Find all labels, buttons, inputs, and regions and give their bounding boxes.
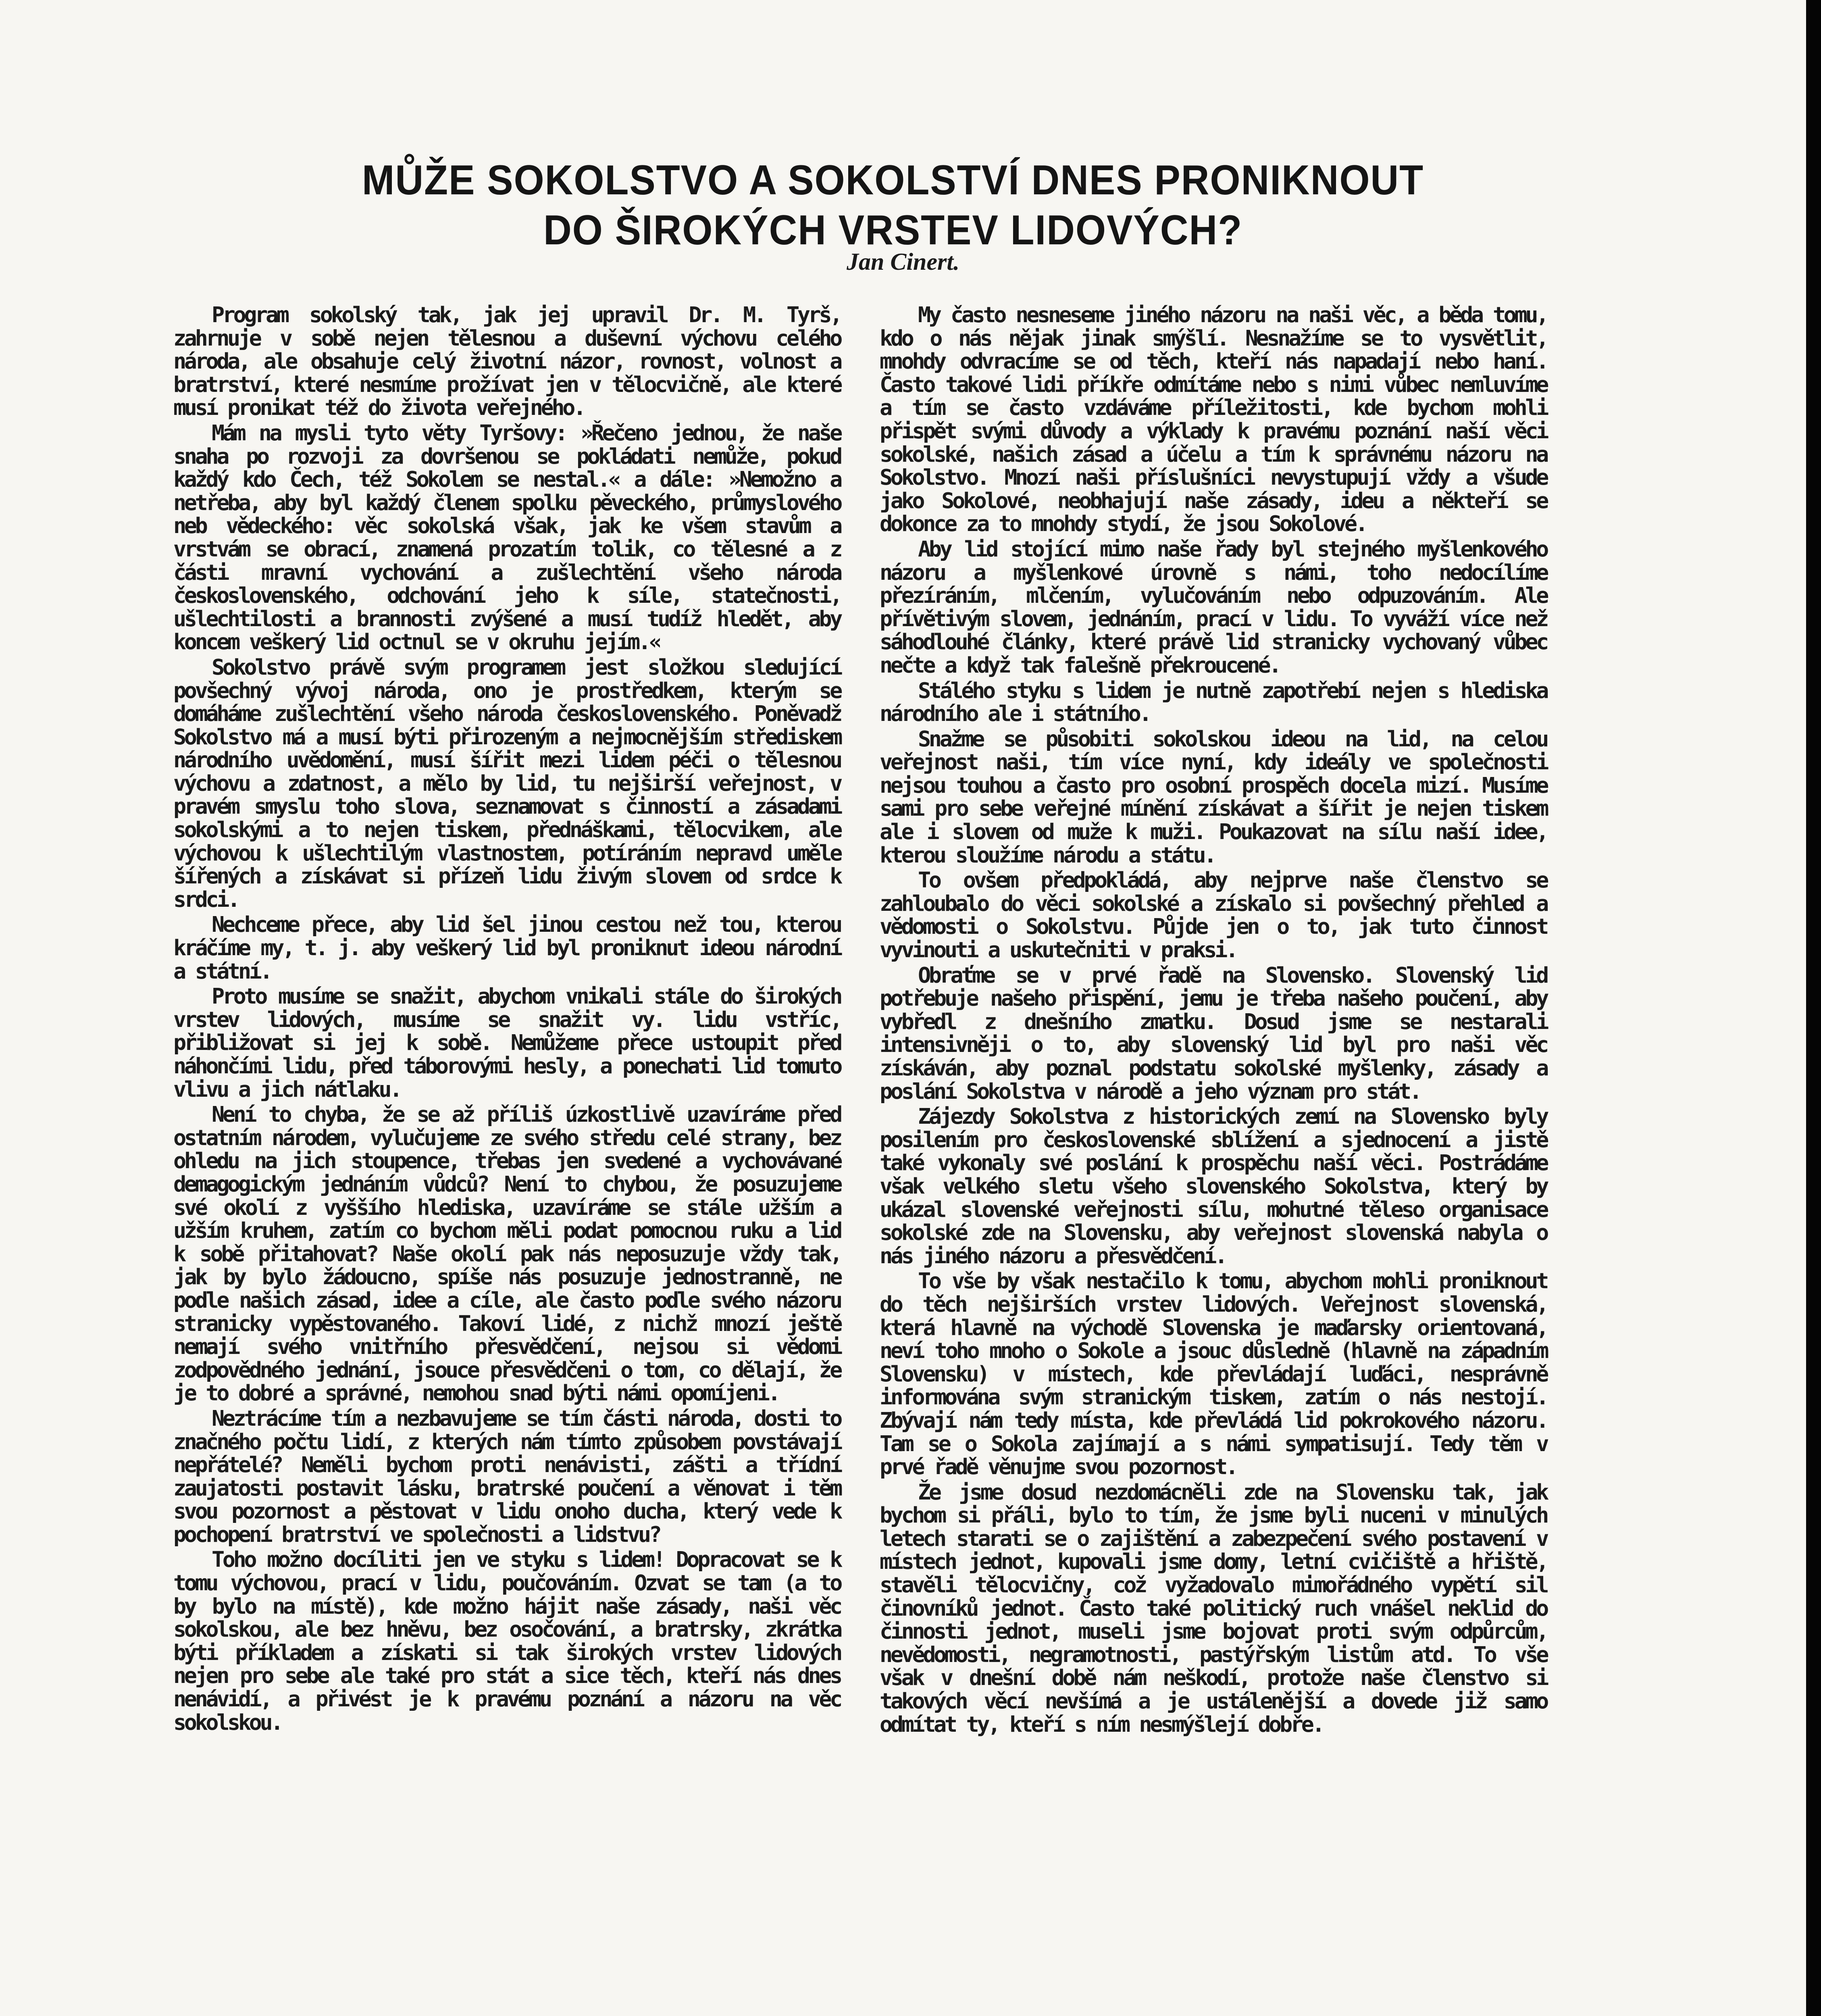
article-title (273, 155, 1513, 255)
article-author: Jan Cinert. (846, 248, 960, 275)
paragraph: Obraťme se v prvé řadě na Slovensko. Slovenský lid potřebuje našeho přispění, jemu je třeba našeho poučení, aby vybředl z dnešního zmatku. Dosud jsme se nestarali intensivněji o to, aby slovenský lid byl pro naši věc získáván, aby poznal podstatu sokolské myšlenky, zásady a poslání Sokolstva v národě a jeho význam pro stát. (880, 962, 1547, 1104)
paragraph: Zájezdy Sokolstva z historických zemí na Slovensko byly posilením pro československé sblížení a sjednocení a jistě také vykonaly své poslání k prospěchu naší věci. Postrádáme však velkého sletu všeho slovenského Sokolstva, který by ukázal slovenské veřejnosti sílu, mohutné těleso organisace sokolské zde na Slovensku, aby veřejnost slovenská nabyla o nás jiného názoru a přesvědčení. (880, 1104, 1547, 1268)
title-line-1: MŮŽE SOKOLSTVO A SOKOLSTVÍ DNES PRONIKNOUT (362, 157, 1424, 204)
paragraph: Že jsme dosud nezdomácněli zde na Slovensku tak, jak bychom si přáli, bylo to tím, že jsme byli nuceni v minulých letech starati se o zajištění a zabezpečení svého postavení v místech jednot, kupovali jsme domy, letní cvičiště a hřiště, stavěli tělocvičny, což vyžadovalo mimořádného vypětí sil činovníků jednot. Často také politický ruch vnášel neklid do činnosti jednot, museli jsme bojovat proti svým odpůrcům, nevědomosti, negramotnosti, pastýřským listům atd. To vše však v dnešní době nám neškodí, protože naše členstvo si takových věcí nevšímá a je ustálenější a dovede již samo odmítat ty, kteří s ním nesmýšlejí dobře. (880, 1479, 1547, 1737)
paragraph: Není to chyba, že se až příliš úzkostlivě uzavíráme před ostatním národem, vylučujeme ze svého středu celé strany, bez ohledu na jich stoupence, třebas jen svedené a vychovávané demagogickým jednáním vůdců? Není to chybou, že posuzujeme své okolí z vyššího hlediska, uzavíráme se stále užším a užším kruhem, zatím co bychom měli podat pomocnou ruku a lid k sobě přitahovat? Naše okolí pak nás neposuzuje vždy tak, jak by bylo žádoucno, spíše nás posuzuje jednostranně, ne podle našich zásad, idee a cíle, ale často podle svého názoru stranicky vypěstovaného. Takoví lidé, z nichž mnozí ještě nemají svého vnitřního přesvědčení, nejsou si vědomi zodpovědného jednání, jsouce přesvědčeni o tom, co dělají, že je to dobré a správné, nemohou snad býti námi opomíjeni. (173, 1102, 841, 1406)
paragraph: Aby lid stojící mimo naše řady byl stejného myšlenkového názoru a myšlenkové úrovně s námi, toho nedocílíme přezíráním, mlčením, vylučováním nebo odpuzováním. Ale přívětivým slovem, jednáním, prací v lidu. To vyváží více než sáhodlouhé články, které právě lid stranicky vychovaný vůbec nečte a když tak falešně překroucené. (880, 536, 1547, 678)
paragraph: Program sokolský tak, jak jej upravil Dr. M. Tyrš, zahrnuje v sobě nejen tělesnou a duševní výchovu celého národa, ale obsahuje celý životní názor, rovnost, volnost a bratrství, které nesmíme prožívat jen v tělocvičně, ale které musí pronikat též do života veřejného. (173, 302, 841, 421)
paragraph: To vše by však nestačilo k tomu, abychom mohli proniknout do těch nejširších vrstev lidových. Veřejnost slovenská, která hlavně na východě Slovenska je maďarsky orientovaná, neví toho mnoho o Sokole a jsouc důsledně (hlavně na západním Slovensku) v místech, kde převládají luďáci, nesprávně informována svým stranickým tiskem, zatím o nás nestojí. Zbývají nám tedy místa, kde převládá lid pokrokového názoru. Tam se o Sokola zajímají a s námi sympatisují. Tedy těm v prvé řadě věnujme svou pozornost. (880, 1268, 1547, 1480)
paragraph: Proto musíme se snažit, abychom vnikali stále do širokých vrstev lidových, musíme se snažit vy. lidu vstříc, přibližovat si jej k sobě. Nemůžeme přece ustoupit před náhončími lidu, před táborovými hesly, a ponechati lid tomuto vlivu a jich nátlaku. (173, 983, 841, 1102)
paragraph: To ovšem předpokládá, aby nejprve naše členstvo se zahloubalo do věci sokolské a získalo si povšechný přehled a vědomosti o Sokolstvu. Půjde jen o to, jak tuto činnost vyvinouti a uskutečniti v praksi. (880, 867, 1547, 963)
paragraph: Snažme se působiti sokolskou ideou na lid, na celou veřejnost naši, tím více nyní, kdy ideály ve společnosti nejsou touhou a často pro osobní prospěch docela mizí. Musíme sami pro sebe veřejné mínění získávat a šířit je nejen tiskem ale i slovem od muže k muži. Poukazovat na sílu naší idee, kterou sloužíme národu a státu. (880, 726, 1547, 868)
title-line-2: DO ŠIROKÝCH VRSTEV LIDOVÝCH? (543, 207, 1243, 254)
paragraph: Nechceme přece, aby lid šel jinou cestou než tou, kterou kráčíme my, t. j. aby veškerý lid byl proniknut ideou národní a státní. (173, 912, 841, 984)
paragraph: My často nesneseme jiného názoru na naši věc, a běda tomu, kdo o nás nějak jinak smýšlí. Nesnažíme se to vysvětlit, mnohdy odvracíme se od těch, kteří nás napadají nebo haní. Často takové lidi příkře odmítáme nebo s nimi vůbec nemluvíme a tím se často vzdáváme příležitosti, kde bychom mohli přispět svými důvody a výklady k pravému poznání naší věci sokolské, našich zásad a účelu a tím k správnému názoru na Sokolstvo. Mnozí naši příslušníci nevystupují vždy a všude jako Sokolové, neobhajují naše zásady, ideu a někteří se dokonce za to mnohdy stydí, že jsou Sokolové. (880, 302, 1547, 537)
right-column (880, 303, 1547, 1736)
scan-edge (1806, 0, 1821, 2016)
paragraph: Toho možno docíliti jen ve styku s lidem! Dopracovat se k tomu výchovou, prací v lidu, poučováním. Ozvat se tam (a to by bylo na místě), kde možno hájit naše zásady, naši věc sokolskou, ale bez hněvu, bez osočování, a bratrsky, zkrátka býti příkladem a získati si tak širokých vrstev lidových nejen pro sebe ale také pro stát a sice těch, kteří nás dnes nenávidí, a přivést je k pravému poznání a názoru na věc sokolskou. (173, 1547, 841, 1735)
paragraph: Sokolstvo právě svým programem jest složkou sledující povšechný vývoj národa, ono je prostředkem, kterým se domáháme zušlechtění všeho národa československého. Poněvadž Sokolstvo má a musí býti přirozeným a nejmocnějším střediskem národního uvědomění, musí šířit mezi lidem péči o tělesnou výchovu a zdatnost, a mělo by lid, tu nejširší veřejnost, v pravém smyslu toho slova, seznamovat s činností a zásadami sokolskými a to nejen tiskem, přednáškami, tělocvikem, ale výchovou k ušlechtilým vlastnostem, potíráním nepravd uměle šířených a získávat si přízeň lidu živým slovem od srdce k srdci. (173, 654, 841, 912)
paragraph: Neztrácíme tím a nezbavujeme se tím části národa, dosti to značného počtu lidí, z kterých nám tímto způsobem povstávají nepřátelé? Neměli bychom proti nenávisti, zášti a třídní zaujatosti postavit lásku, bratrské poučení a věnovat i těm svou pozornost a pěstovat v lidu onoho ducha, který vede k pochopení bratrství ve společnosti a lidstvu? (173, 1405, 841, 1547)
left-column (173, 303, 841, 1734)
paragraph: Mám na mysli tyto věty Tyršovy: »Řečeno jednou, že naše snaha po rozvoji za dovršenou se pokládati nemůže, pokud každý kdo Čech, též Sokolem se nestal.« a dále: »Nemožno a netřeba, aby byl každý členem spolku pěveckého, průmyslového neb vědeckého: věc sokolská však, jak ke všem stavům a vrstvám se obrací, znamená prozatím tolik, co tělesné a z části mravní vychování a zušlechtění všeho národa československého, odchování jeho k síle, statečnosti, ušlechtilosti a brannosti zvýšené a musí tudíž hledět, aby koncem veškerý lid octnul se v okruhu jejím.« (173, 420, 841, 655)
paragraph: Stálého styku s lidem je nutně zapotřebí nejen s hlediska národního ale i státního. (880, 677, 1547, 727)
